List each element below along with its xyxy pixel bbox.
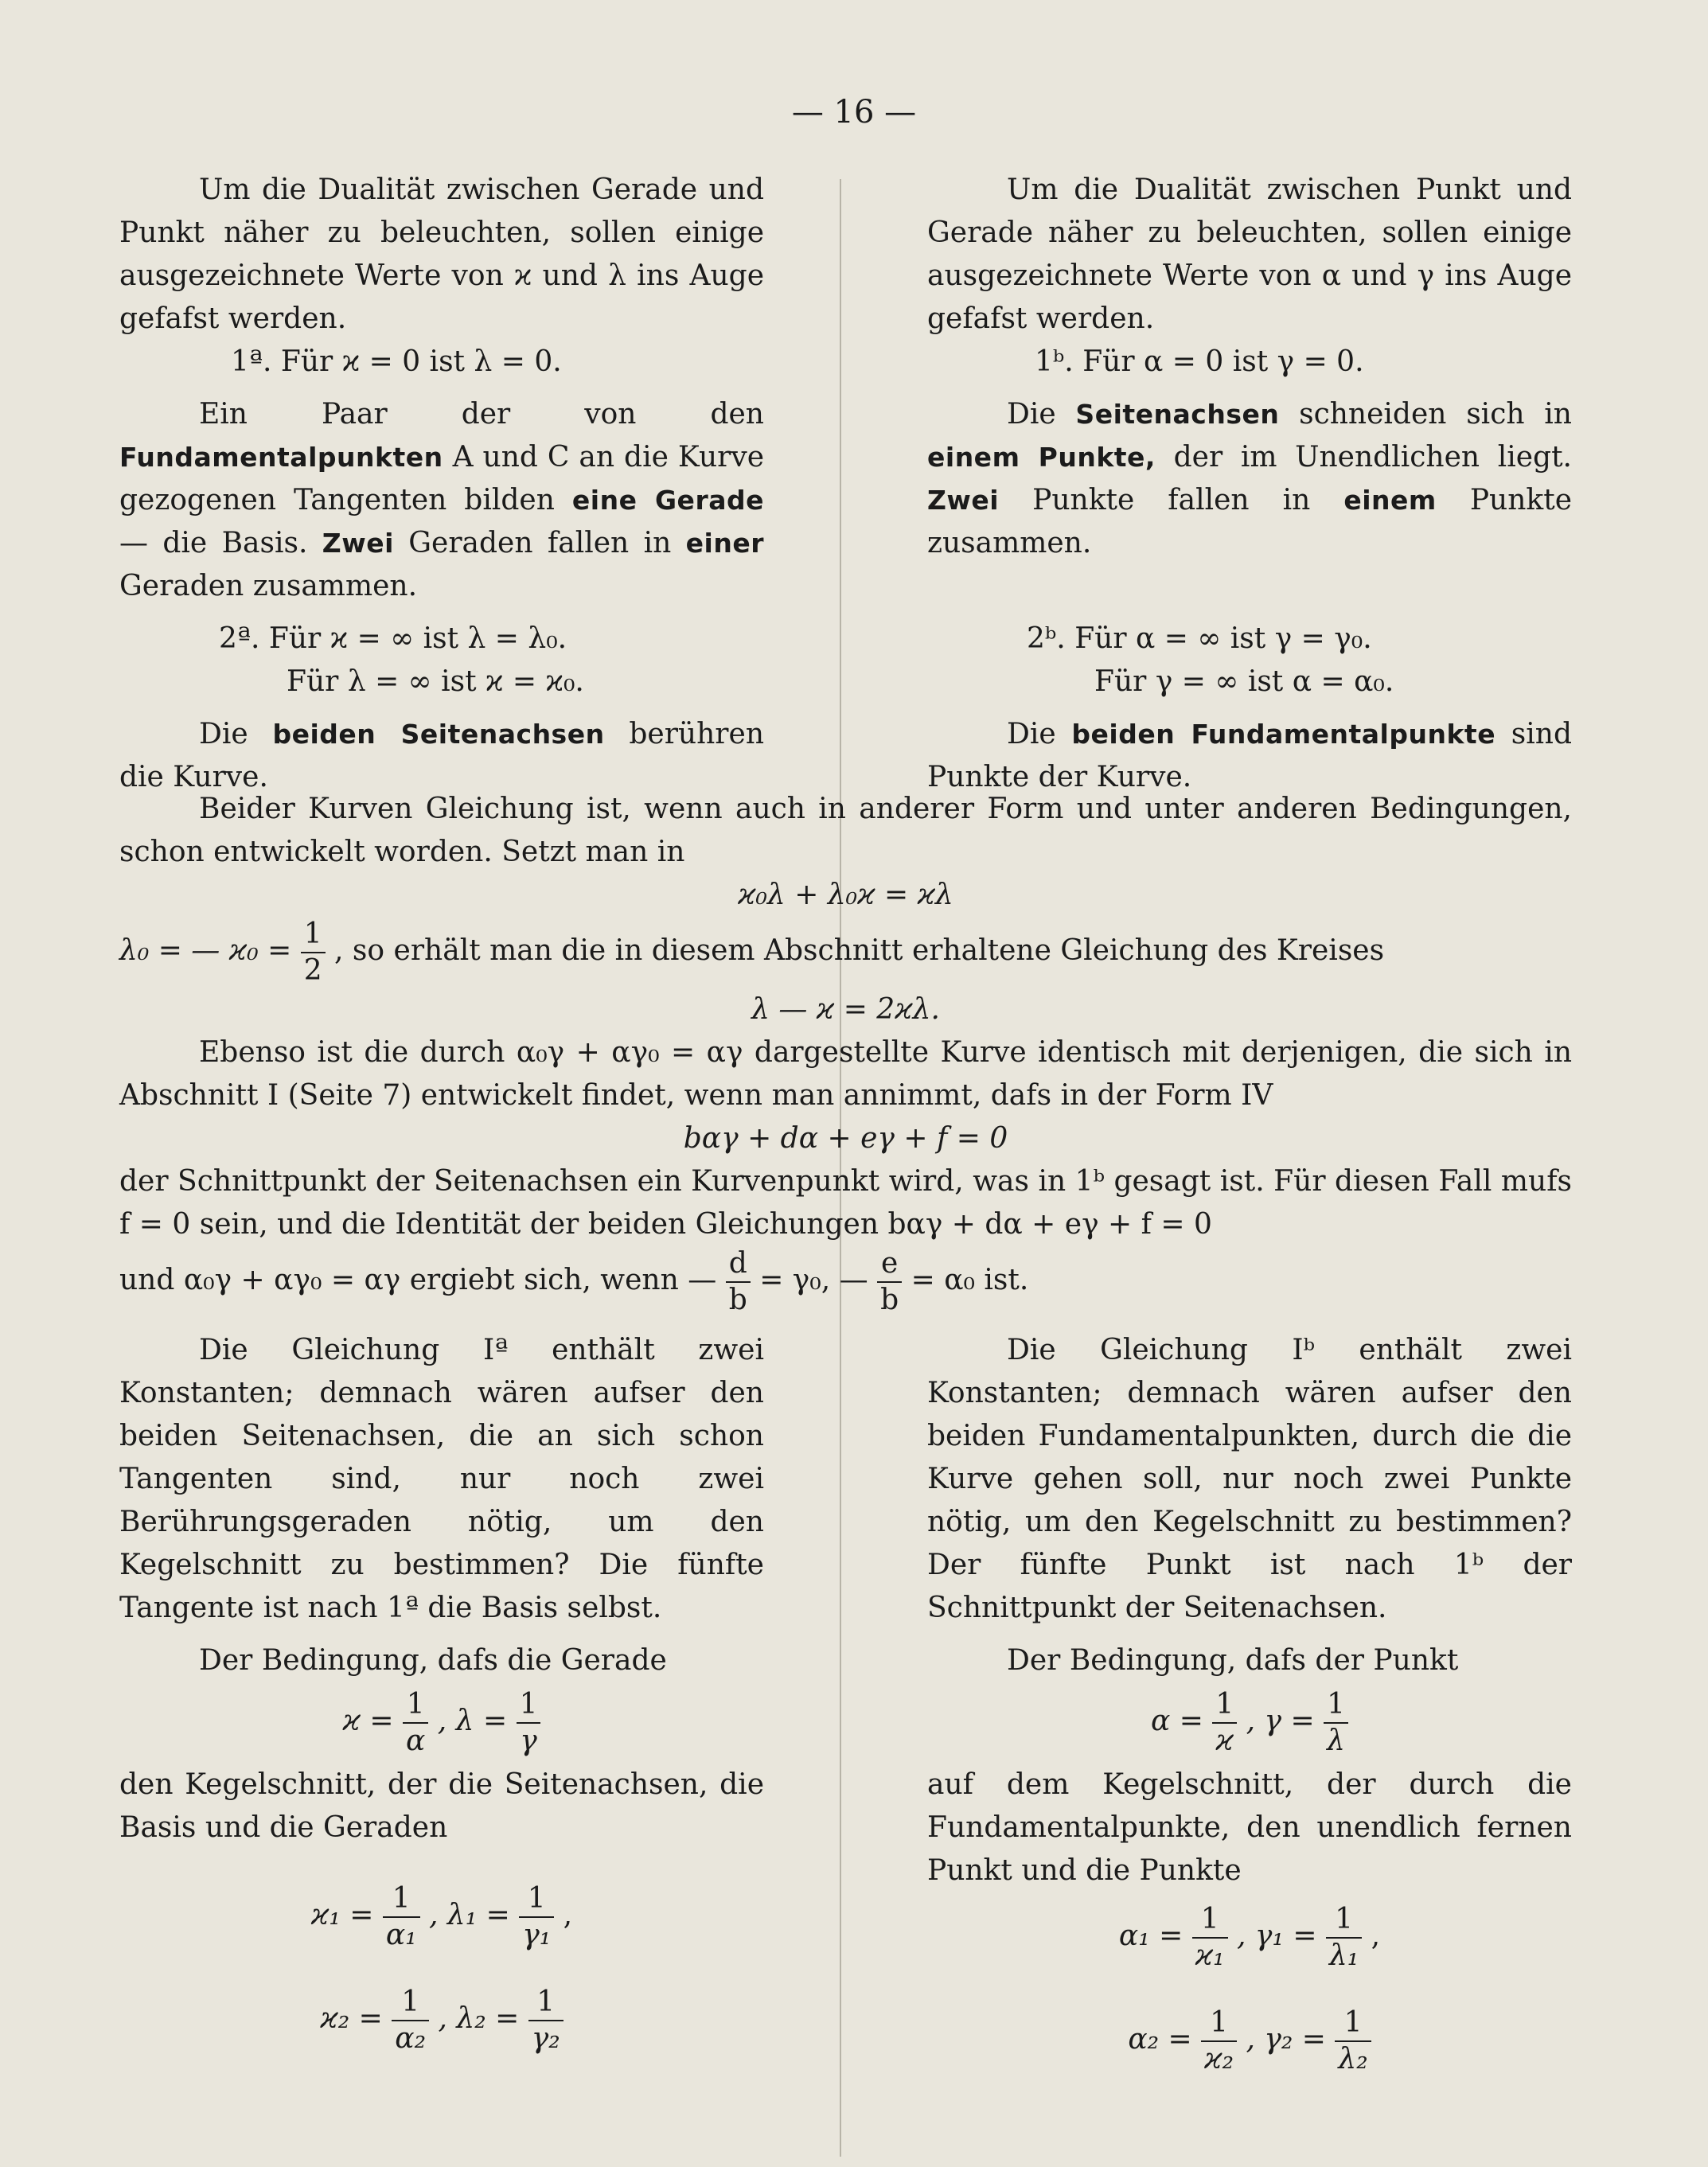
text: ϰ = [342, 1705, 394, 1737]
text: , λ₁ = [429, 1899, 510, 1931]
left-equation-condition [119, 1687, 764, 1759]
text: ϰ₂ = [320, 2002, 383, 2035]
text: α₂ = [1128, 2023, 1192, 2056]
emphasis: einem [1343, 485, 1437, 516]
right-column-bottom [927, 1329, 1572, 2077]
left-paragraph-1 [119, 393, 764, 608]
fraction [528, 1985, 563, 2056]
emphasis: Seitenachsen [1075, 399, 1280, 430]
page-number: — 16 — [791, 94, 917, 131]
left-column-bottom [119, 1329, 764, 2056]
denominator: λ₁ [1328, 1939, 1359, 1972]
denominator: ϰ [1215, 1725, 1234, 1757]
full-paragraph-3: der Schnittpunkt der Seitenachsen ein Kurvenpunkt wird, was in 1ᵇ gesagt ist. Für diesen Fall mufs f = 0 sein, und die Identität der beiden Gleichungen bαγ + dα + eγ + f = 0 [119, 1165, 1572, 1241]
numerator: d [726, 1246, 751, 1283]
left-paragraph-3: Die Gleichung Iª enthält zwei Konstanten; demnach wären aufser den beiden Seitenachsen, die an sich schon Tangenten sind, nur noch zwei Berührungsgeraden nötig, um den Kegelschnitt zu bestimmen? Die fünfte Tangente ist nach 1ª die Basis selbst. [119, 1334, 764, 1624]
eq2-left: λ₀ = — ϰ₀ = [119, 934, 292, 967]
numerator: 1 [301, 917, 326, 953]
denominator: γ [520, 1725, 537, 1757]
right-paragraph-5: auf dem Kegelschnitt, der durch die Fundamentalpunkte, den unendlich fernen Punkt und die Punkte [927, 1768, 1572, 1887]
fraction-e-b [877, 1246, 902, 1318]
full-width-section [119, 788, 1572, 1318]
right-equation-2 [927, 2005, 1572, 2077]
text: Geraden fallen in [408, 527, 672, 559]
numerator: 1 [1212, 1687, 1237, 1724]
numerator: 1 [1201, 2005, 1237, 2042]
fraction [517, 1687, 541, 1759]
numerator: e [877, 1246, 902, 1283]
denominator: α₁ [385, 1919, 417, 1951]
text: A und C an die Kurve gezogenen Tangenten bilden [119, 441, 764, 516]
equation-2-line [119, 917, 1572, 988]
right-equation-condition [927, 1687, 1572, 1759]
numerator: 1 [1324, 1687, 1348, 1724]
text: = γ₀, — [759, 1264, 868, 1296]
text: , γ = [1246, 1705, 1315, 1737]
text: Punkte fallen in [1032, 484, 1311, 516]
emphasis: beiden Fundamentalpunkte [1071, 719, 1496, 750]
emphasis: beiden Seitenachsen [272, 719, 605, 750]
left-column-top [119, 169, 764, 799]
text: Die [1007, 718, 1056, 750]
left-paragraph-5: den Kegelschnitt, der die Seitenachsen, die Basis und die Geraden [119, 1768, 764, 1844]
text: schneiden sich in [1299, 398, 1572, 431]
text: berühren die Kurve. [119, 718, 765, 793]
right-paragraph-2 [927, 713, 1572, 799]
numerator: 1 [1335, 2005, 1371, 2042]
numerator: 1 [403, 1687, 428, 1724]
emphasis: eine Gerade [571, 485, 764, 516]
left-case-2a-second: Für λ = ∞ ist ϰ = ϰ₀. [287, 665, 584, 698]
denominator: ϰ₁ [1195, 1939, 1225, 1972]
text: = α₀ ist. [911, 1264, 1029, 1296]
fraction [1192, 1902, 1228, 1974]
text: Die [1007, 398, 1056, 431]
text: Ein Paar der von den [199, 398, 764, 431]
left-case-1a: 1ª. Für ϰ = 0 ist λ = 0. [231, 345, 562, 378]
text: α₁ = [1118, 1920, 1184, 1952]
right-paragraph-1 [927, 393, 1572, 565]
fraction [383, 1881, 420, 1953]
right-paragraph-4: Der Bedingung, dafs der Punkt [1007, 1644, 1459, 1677]
text: , λ₂ = [438, 2002, 520, 2035]
fraction [1324, 1687, 1348, 1759]
text: Punkte zusammen. [927, 484, 1572, 559]
denominator: 2 [303, 954, 322, 987]
numerator: 1 [1192, 1902, 1228, 1939]
emphasis: einem Punkte, [927, 442, 1156, 473]
text: , γ₁ = [1237, 1920, 1317, 1952]
text: ϰ₁ = [310, 1899, 374, 1931]
fraction [1201, 2005, 1237, 2077]
emphasis: einer [685, 528, 764, 559]
fraction [1326, 1902, 1362, 1974]
equation-3: λ — ϰ = 2ϰλ. [751, 993, 940, 1026]
right-case-2b-second: Für γ = ∞ ist α = α₀. [1094, 665, 1394, 698]
text: — die Basis. [119, 527, 308, 559]
text: Die [199, 718, 248, 750]
right-intro: Um die Dualität zwischen Punkt und Gerade näher zu beleuchten, sollen einige ausgezeichnete Werte von α und γ ins Auge gefafst werden. [927, 173, 1573, 335]
text: , [1371, 1920, 1381, 1952]
eq2-right: , so erhält man die in diesem Abschnitt erhaltene Gleichung des Kreises [334, 934, 1385, 967]
equation-4: bαγ + dα + eγ + f = 0 [683, 1122, 1008, 1155]
right-equation-1 [927, 1902, 1572, 1974]
denominator: α₂ [395, 2022, 427, 2055]
left-paragraph-4: Der Bedingung, dafs die Gerade [199, 1644, 667, 1677]
numerator: 1 [528, 1985, 563, 2021]
denominator: b [728, 1284, 747, 1316]
fraction [392, 1985, 429, 2056]
text: , λ = [437, 1705, 508, 1737]
text: und α₀γ + αγ₀ = αγ ergiebt sich, wenn — [119, 1264, 717, 1296]
text: α = [1150, 1705, 1203, 1737]
left-intro: Um die Dualität zwischen Gerade und Punkt näher zu beleuchten, sollen einige ausgezeichnete Werte von ϰ und λ ins Auge gefafst werden. [119, 173, 764, 335]
text: Geraden zusammen. [119, 570, 418, 602]
emphasis: Zwei [322, 528, 394, 559]
text: , γ₂ = [1246, 2023, 1326, 2056]
denominator: λ₂ [1338, 2043, 1368, 2075]
numerator: 1 [519, 1881, 554, 1918]
numerator: 1 [517, 1687, 541, 1724]
denominator: α [406, 1725, 426, 1757]
left-equation-2 [119, 1985, 764, 2056]
numerator: 1 [392, 1985, 429, 2021]
right-paragraph-3: Die Gleichung Iᵇ enthält zwei Konstanten; demnach wären aufser den beiden Fundamentalpunkten, durch die die Kurve gehen soll, nur noch zwei Punkte nötig, um den Kegelschnitt zu bestimmen? Der fünfte Punkt ist nach 1ᵇ der Schnittpunkt der Seitenachsen. [927, 1334, 1572, 1624]
left-paragraph-2 [119, 713, 764, 799]
full-paragraph-1: Beider Kurven Gleichung ist, wenn auch in anderer Form und unter anderen Bedingungen, schon entwickelt worden. Setzt man in [119, 793, 1572, 868]
emphasis: Fundamentalpunkten [119, 442, 443, 473]
fraction [403, 1687, 428, 1759]
right-case-1b: 1ᵇ. Für α = 0 ist γ = 0. [1035, 345, 1364, 378]
emphasis: Zwei [927, 485, 1000, 516]
numerator: 1 [1326, 1902, 1362, 1939]
denominator: λ [1327, 1725, 1345, 1757]
column-divider-bottom [840, 1321, 841, 2157]
text: , [563, 1899, 573, 1931]
denominator: ϰ₂ [1204, 2043, 1234, 2075]
fraction-one-half [301, 917, 326, 988]
text: sind Punkte der Kurve. [927, 718, 1573, 793]
fraction [1212, 1687, 1237, 1759]
fraction [1335, 2005, 1371, 2077]
text: der im Unendlichen liegt. [1173, 441, 1572, 474]
denominator: b [880, 1284, 899, 1316]
full-paragraph-2: Ebenso ist die durch α₀γ + αγ₀ = αγ dargestellte Kurve identisch mit derjenigen, die sich in Abschnitt I (Seite 7) entwickelt findet, wenn man annimmt, dafs in der Form IV [119, 1036, 1572, 1112]
right-column-top [927, 169, 1572, 799]
denominator: γ₁ [522, 1919, 552, 1951]
right-case-2b: 2ᵇ. Für α = ∞ ist γ = γ₀. [1027, 622, 1372, 655]
left-equation-1 [119, 1881, 764, 1953]
full-paragraph-4 [119, 1246, 1572, 1318]
equation-1: ϰ₀λ + λ₀ϰ = ϰλ [738, 879, 953, 911]
numerator: 1 [383, 1881, 420, 1918]
fraction-d-b [726, 1246, 751, 1318]
denominator: γ₂ [531, 2022, 560, 2055]
left-case-2a: 2ª. Für ϰ = ∞ ist λ = λ₀. [219, 622, 567, 655]
fraction [519, 1881, 554, 1953]
